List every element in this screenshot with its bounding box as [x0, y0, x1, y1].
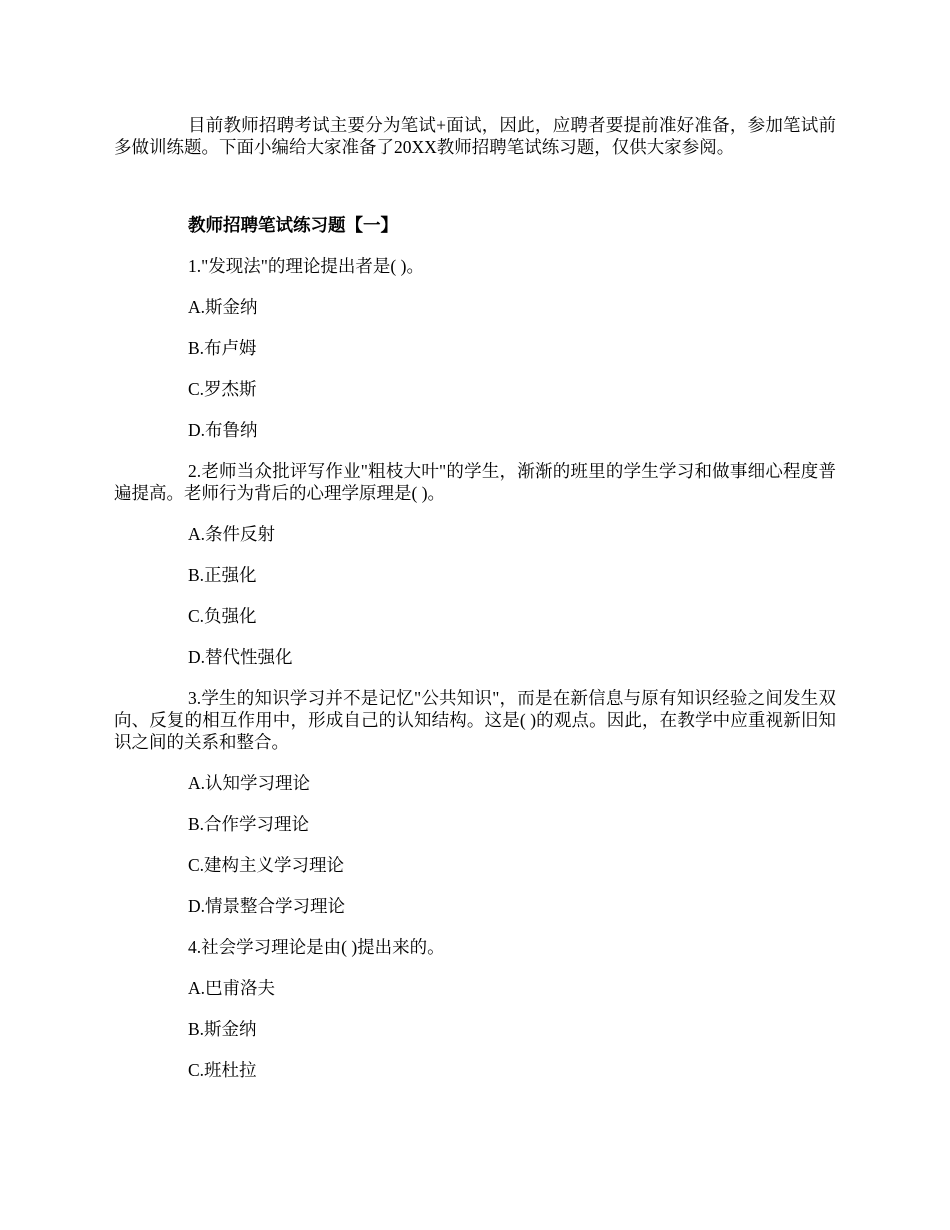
question-1 — [114, 255, 836, 441]
option-c: C.班杜拉 — [188, 1060, 257, 1080]
question-text: 3.学生的知识学习并不是记忆"公共知识"，而是在新信息与原有知识经验之间发生双向、反复的相互作用中，形成自己的认知结构。这是( )的观点。因此，在教学中应重视新旧知识之间的关系和整合。 — [114, 688, 836, 752]
question-text: 2.老师当众批评写作业"粗枝大叶"的学生，渐渐的班里的学生学习和做事细心程度普遍提高。老师行为背后的心理学原理是( )。 — [114, 461, 836, 503]
question-text: 4.社会学习理论是由( )提出来的。 — [188, 937, 445, 957]
exercise-section — [114, 214, 836, 1100]
question-4 — [114, 936, 836, 1081]
option-a: A.条件反射 — [188, 524, 276, 544]
intro-paragraph: 目前教师招聘考试主要分为笔试+面试，因此，应聘者要提前准好准备，参加笔试前多做训练题。下面小编给大家准备了20XX教师招聘笔试练习题，仅供大家参阅。 — [114, 115, 836, 157]
option-d: D.替代性强化 — [188, 647, 293, 667]
question-3 — [114, 687, 836, 917]
option-d: D.情景整合学习理论 — [188, 896, 346, 916]
option-b: B.正强化 — [188, 565, 257, 585]
option-d: D.布鲁纳 — [188, 420, 258, 440]
option-a: A.巴甫洛夫 — [188, 978, 276, 998]
option-a: A.斯金纳 — [188, 297, 258, 317]
option-a: A.认知学习理论 — [188, 773, 311, 793]
question-2 — [114, 460, 836, 668]
option-c: C.建构主义学习理论 — [188, 855, 345, 875]
option-b: B.合作学习理论 — [188, 814, 310, 834]
option-c: C.负强化 — [188, 606, 257, 626]
option-b: B.斯金纳 — [188, 1019, 257, 1039]
question-text: 1."发现法"的理论提出者是( )。 — [188, 256, 424, 276]
option-c: C.罗杰斯 — [188, 379, 257, 399]
section-title: 教师招聘笔试练习题【一】 — [188, 215, 398, 235]
option-b: B.布卢姆 — [188, 338, 257, 358]
